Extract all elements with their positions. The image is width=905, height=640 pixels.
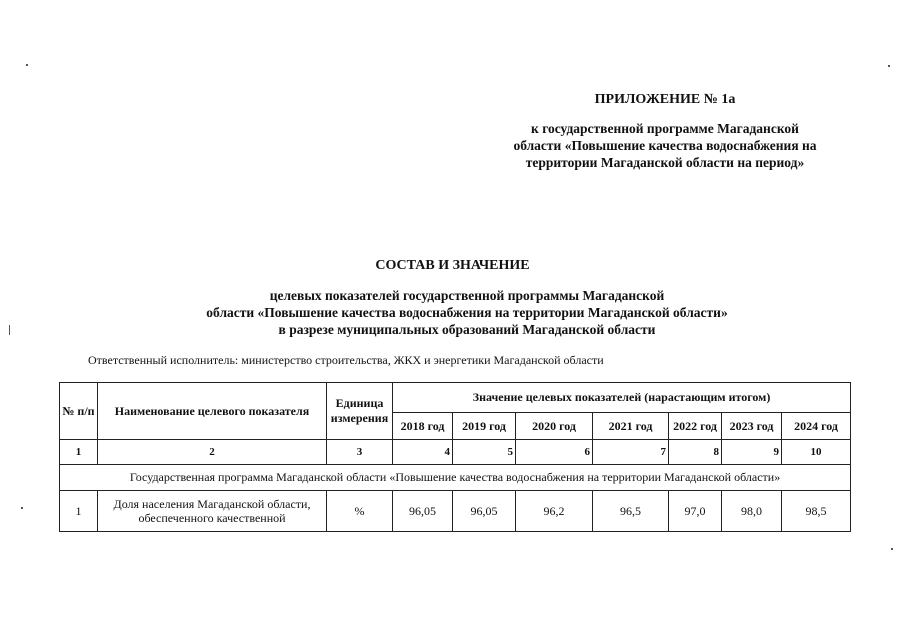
responsible-executor: Ответственный исполнитель: министерство строительства, ЖКХ и энергетики Магаданской области bbox=[88, 353, 604, 367]
row-num: 1 bbox=[60, 491, 98, 532]
table-row bbox=[60, 491, 851, 532]
scan-speck bbox=[888, 65, 890, 67]
indicators-table bbox=[59, 382, 851, 532]
section-row bbox=[60, 465, 851, 491]
header-year: 2024 год bbox=[782, 413, 851, 440]
column-number: 3 bbox=[327, 440, 393, 465]
column-number: 2 bbox=[98, 440, 327, 465]
subtitle-line: целевых показателей государственной программы Магаданской bbox=[269, 288, 665, 303]
scan-speck bbox=[21, 507, 23, 509]
appendix-text bbox=[470, 120, 860, 171]
appendix-line: к государственной программе Магаданской bbox=[531, 121, 799, 136]
row-value: 98,0 bbox=[722, 491, 782, 532]
row-value: 97,0 bbox=[669, 491, 722, 532]
column-number: 9 bbox=[722, 440, 782, 465]
row-value: 96,05 bbox=[453, 491, 516, 532]
header-year: 2019 год bbox=[453, 413, 516, 440]
header-year: 2021 год bbox=[593, 413, 669, 440]
column-number: 4 bbox=[393, 440, 453, 465]
appendix-line: области «Повышение качества водоснабжения на bbox=[513, 138, 817, 153]
header-unit: Единица измерения bbox=[327, 383, 393, 440]
scan-speck bbox=[9, 325, 10, 335]
row-value: 96,05 bbox=[393, 491, 453, 532]
header-name: Наименование целевого показателя bbox=[98, 383, 327, 440]
header-num: № п/п bbox=[60, 383, 98, 440]
header-row bbox=[60, 383, 851, 413]
header-year: 2020 год bbox=[516, 413, 593, 440]
column-number: 7 bbox=[593, 440, 669, 465]
column-number: 1 bbox=[60, 440, 98, 465]
row-value: 98,5 bbox=[782, 491, 851, 532]
scan-speck bbox=[891, 548, 893, 550]
document-title: СОСТАВ И ЗНАЧЕНИЕ bbox=[375, 258, 530, 273]
row-indicator-name: Доля населения Магаданской области, обеспеченного качественной bbox=[98, 491, 327, 532]
subtitle-line: области «Повышение качества водоснабжения на территории Магаданской области» bbox=[206, 305, 728, 320]
column-number: 10 bbox=[782, 440, 851, 465]
appendix-line: территории Магаданской области на период» bbox=[525, 155, 805, 170]
header-year: 2018 год bbox=[393, 413, 453, 440]
column-number: 6 bbox=[516, 440, 593, 465]
header-values-group: Значение целевых показателей (нарастающим итогом) bbox=[393, 383, 851, 413]
column-numbers-row bbox=[60, 440, 851, 465]
column-number: 8 bbox=[669, 440, 722, 465]
header-year: 2022 год bbox=[669, 413, 722, 440]
scan-speck bbox=[26, 64, 28, 66]
header-year: 2023 год bbox=[722, 413, 782, 440]
section-title: Государственная программа Магаданской области «Повышение качества водоснабжения на территории Магаданской области» bbox=[60, 465, 851, 491]
document-subtitle bbox=[142, 287, 792, 338]
column-number: 5 bbox=[453, 440, 516, 465]
row-value: 96,5 bbox=[593, 491, 669, 532]
row-unit: % bbox=[327, 491, 393, 532]
subtitle-line: в разрезе муниципальных образований Магаданской области bbox=[278, 322, 656, 337]
appendix-title: ПРИЛОЖЕНИЕ № 1а bbox=[594, 92, 736, 107]
row-value: 96,2 bbox=[516, 491, 593, 532]
